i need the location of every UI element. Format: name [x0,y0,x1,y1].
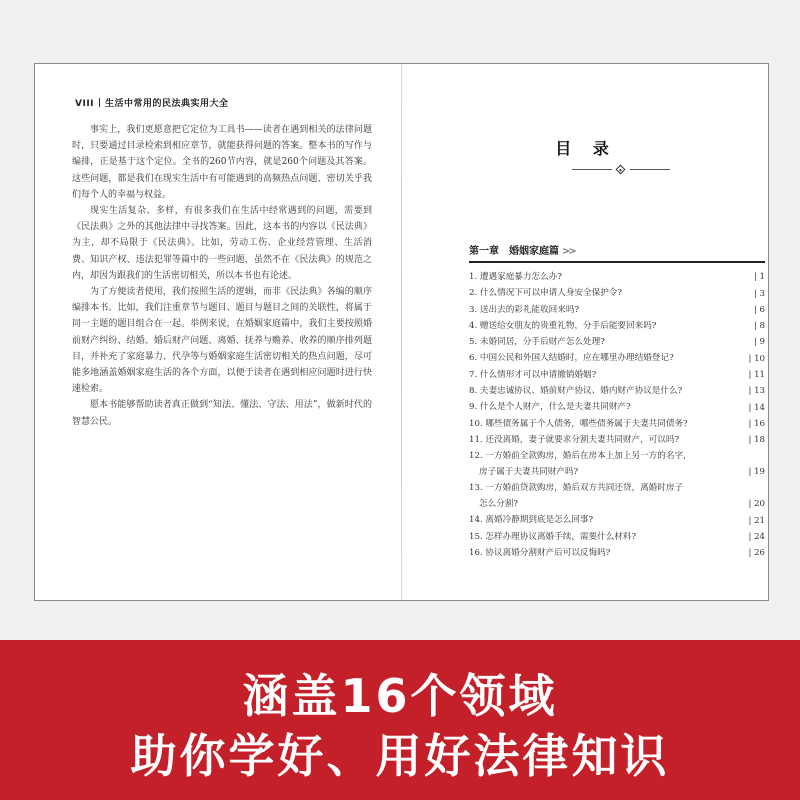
toc-page: | 3 [753,288,765,299]
paragraph: 现实生活复杂、多样，有很多我们在生活中经常遇到的问题，需要到《民法典》之外的其他法律中寻找答案。因此，这本书的内容以《民法典》为主，却不局限于《民法典》。比如，劳动工伤、企业经营管理、生活消费、知识产权、违法犯罪等篇中的一些问题，虽然不在《民法典》的规范之内，却因为跟我们的生活密切相关，所以本书也有论述。 [72,206,372,281]
ornament-divider [572,164,670,176]
book-title: 生活中常用的民法典实用大全 [105,99,229,109]
toc-page: | 19 [748,467,765,478]
toc-page: | 14 [748,402,765,413]
toc-item: 15. 怎样办理协议离婚手续，需要什么材料? | 24 [469,531,765,542]
chapter-label: 第一章 婚姻家庭篇 [469,246,559,257]
toc-page: | 26 [748,548,765,559]
paragraph: 事实上，我们更愿意把它定位为工具书——读者在遇到相关的法律问题时，只要通过目录检索到相应章节，就能获得问题的答案。整本书的写作与编排，正是基于这个定位。全书的260节内容，就是260个问题及其答案。这些问题，都是我们在现实生活中有可能遇到的高频热点问题、密切关乎我们每个人的幸福与权益。 [72,125,372,200]
preface-text [72,122,372,430]
banner-subheadline: 助你学好、用好法律知识 [130,729,670,783]
toc-page: | 10 [748,353,765,364]
running-head-divider [99,98,100,107]
toc-item: 6. 中国公民和外国人结婚时，应在哪里办理结婚登记? | 10 [469,353,765,364]
toc-page: | 20 [748,499,765,510]
toc-item: 2. 什么情况下可以申请人身安全保护令? | 3 [469,288,765,299]
toc-item: 13. 一方婚前贷款购房，婚后双方共同还贷，离婚时房子 怎么分割? | 20 [469,483,765,510]
toc-page: | 11 [748,370,765,381]
toc-item: 11. 还没离婚，妻子就要求分割夫妻共同财产，可以吗? | 18 [469,434,765,446]
divider-line [572,169,612,170]
running-head [75,96,229,109]
double-chevron-icon: >> [562,246,575,257]
left-page [35,64,401,600]
toc-item: 12. 一方婚前全款购房，婚后在房本上加上另一方的名字， 房子属于夫妻共同财产吗? | 19 [469,451,765,478]
toc-item: 14. 离婚冷静期到底是怎么回事? | 21 [469,515,765,526]
open-book-spread [34,63,769,601]
toc-page: | 24 [748,531,765,542]
chapter-heading [469,242,575,257]
banner-headline: 涵盖16个领域 [242,669,558,723]
diamond-ornament-icon [616,165,626,175]
toc-item: 7. 什么情形才可以申请撤销婚姻? | 11 [469,369,765,381]
toc-item: 10. 哪些债务属于个人债务，哪些债务属于夫妻共同债务? | 16 [469,418,765,429]
paragraph: 愿本书能够帮助读者真正做到“知法、懂法、守法、用法”，做新时代的智慧公民。 [72,400,372,427]
toc-item: 1. 遭遇家庭暴力怎么办? | 1 [469,272,765,283]
right-page [402,64,770,600]
toc-item: 16. 协议离婚分割财产后可以反悔吗? | 26 [469,547,765,559]
toc-item: 8. 夫妻忠诚协议、婚前财产协议、婚内财产协议是什么? | 13 [469,386,765,397]
toc-page: | 13 [748,386,765,397]
page-number: VIII [75,99,95,109]
toc-page: | 21 [748,515,765,526]
toc-page: | 6 [753,304,765,315]
toc-item: 4. 赠送给女朋友的贵重礼物，分手后能要回来吗? | 8 [469,320,765,332]
toc-item: 5. 未婚同居，分手后财产怎么处理? | 9 [469,337,765,348]
chapter-rule [469,261,765,263]
toc-page: | 1 [753,272,765,283]
toc-title: 目 录 [555,139,617,158]
toc-page: | 18 [748,435,765,446]
toc-item: 9. 什么是个人财产，什么是夫妻共同财产? | 14 [469,402,765,413]
paragraph: 为了方便读者使用，我们按照生活的逻辑，而非《民法典》各编的顺序编排本书。比如，我们注重章节与题目、题目与题目之间的关联性，将属于同一主题的题目组合在一起。举例来说，在婚姻家庭篇中，我们主要按照婚前财产纠纷、结婚、婚后财产问题、离婚、抚养与赡养、收养的顺序排列题目，并补充了家庭暴力、代孕等与婚姻家庭生活密切相关的热点问题，尽可能多地涵盖婚姻家庭生活的各个方面，以便于读者在遇到相应问题时进行快速检索。 [72,287,372,395]
divider-line [630,169,670,170]
toc-item: 3. 送出去的彩礼能收回来吗? | 6 [469,304,765,315]
toc-page: | 9 [753,337,765,348]
toc-page: | 8 [753,321,765,332]
toc-list [469,271,765,563]
toc-page: | 16 [748,418,765,429]
